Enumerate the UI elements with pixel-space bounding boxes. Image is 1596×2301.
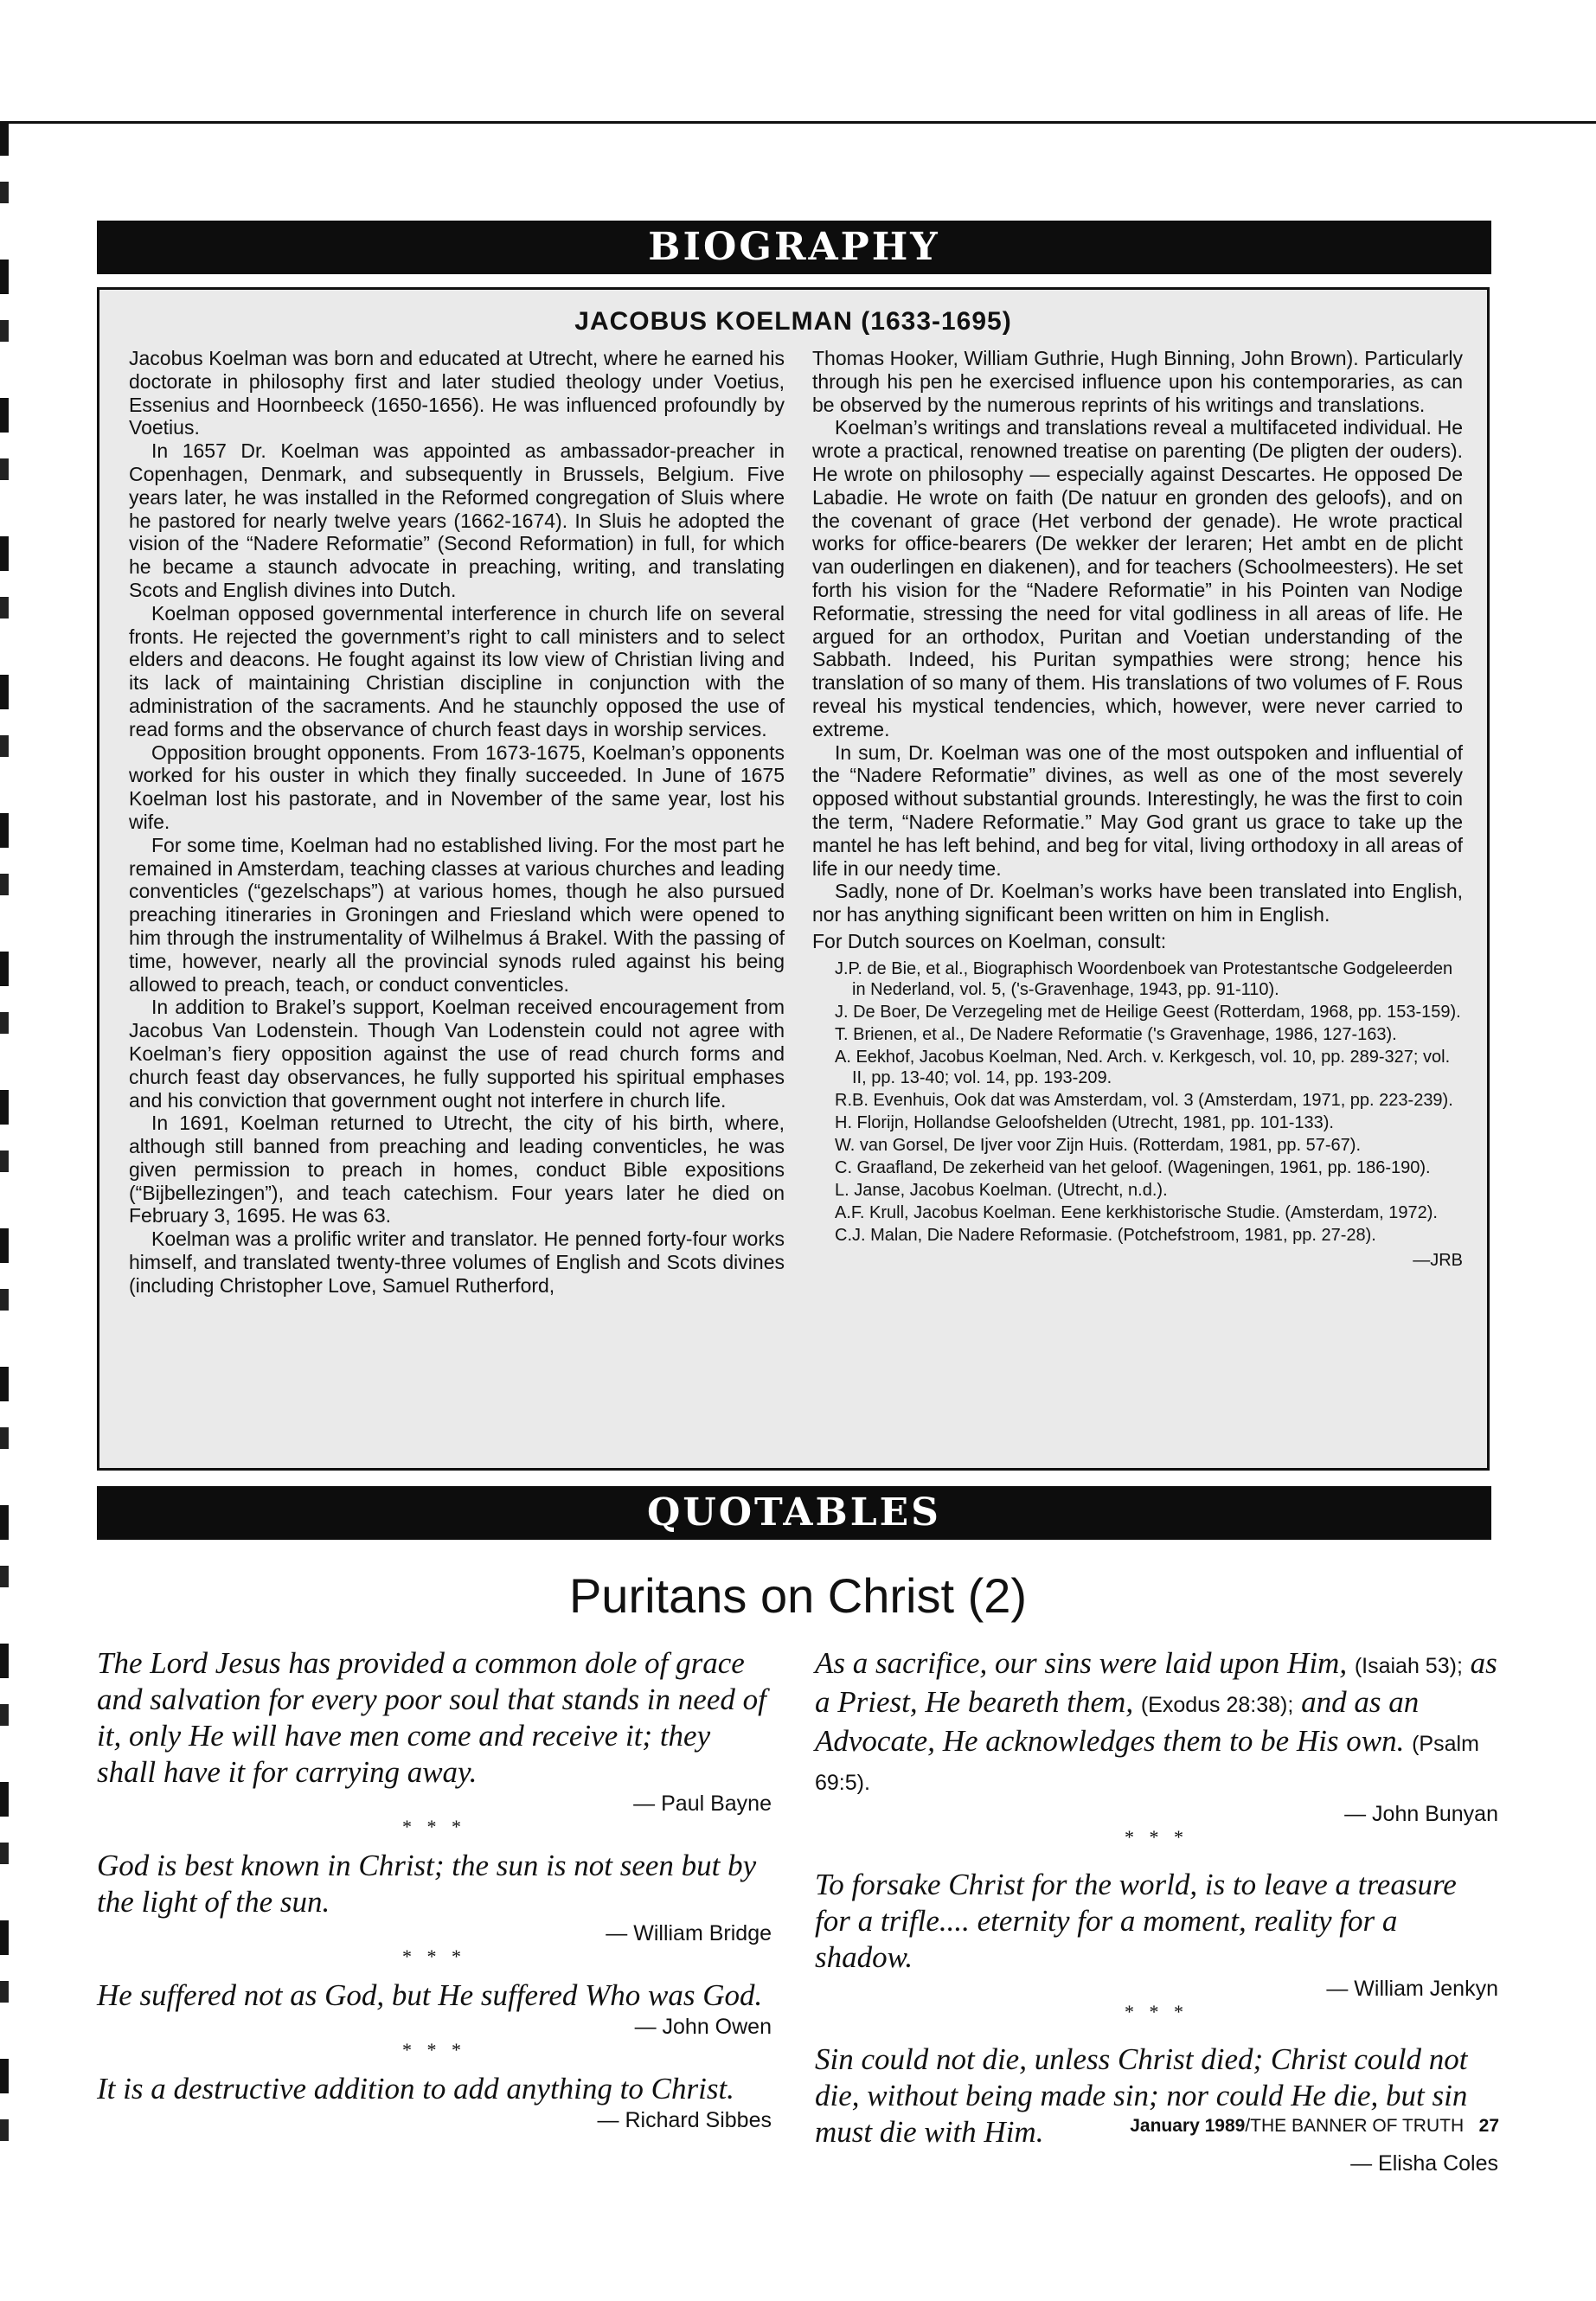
sources-intro: For Dutch sources on Koelman, consult: xyxy=(812,929,1167,952)
biography-banner: BIOGRAPHY xyxy=(97,221,1491,274)
bio-paragraph: In 1691, Koelman returned to Utrecht, the city of his birth, where, although still banned from preaching and leading conventicles, he was given permission to preach in homes, conduct Bible expositions (“Bijbellezingen”), and teach catechism. Four years later he died on February 3, 1695. He was 63. xyxy=(129,1112,785,1227)
source-item: A.F. Krull, Jacobus Koelman. Eene kerkhistorische Studie. (Amsterdam, 1972). xyxy=(835,1202,1438,1222)
source-item: C. Graafland, De zekerheid van het geloof. (Wageningen, 1961, pp. 186-190). xyxy=(835,1157,1431,1177)
bio-paragraph: Opposition brought opponents. From 1673-1675, Koelman’s opponents worked for his ouster in which they finally succeeded. In June of 1675 Koelman lost his pastorate, and in November of the same year, lost his wife. xyxy=(129,740,785,833)
bio-paragraph: Koelman was a prolific writer and translator. He penned forty-four works himself, and translated twenty-three volumes of English and Scots divines (including Christopher Love, Samuel Rutherford, xyxy=(129,1227,785,1297)
source-item: J.P. de Bie, et al., Biographisch Woordenboek van Protestantsche Godgeleerden in Nederland, vol. 5, ('s-Gravenhage, 1943, pp. 91-110). xyxy=(835,958,1453,999)
bio-right-column xyxy=(812,347,1463,1272)
quote-text: Sin could not die, unless Christ died; Christ could not die, without being made sin; nor could He die, but sin must die with Him. xyxy=(815,2042,1468,2149)
source-item: T. Brienen, et al., De Nadere Reformatie ('s Gravenhage, 1986, 127-163). xyxy=(835,1024,1397,1044)
bio-paragraph: For some time, Koelman had no established living. For the most part he remained in Amsterdam, teaching classes at various churches and leading conventicles (“gezelschaps”) at various homes, though he also pursued preaching itineraries in Groningen and Friesland which were opened to him through the instrumentality of Wilhelmus á Brakel. With the passing of time, however, nearly all the provincial synods ruled against his being allowed to preach, teach, or conduct conventicles. xyxy=(129,833,785,996)
quotables-title: Puritans on Christ (2) xyxy=(568,1568,1028,1623)
bio-paragraph: In addition to Brakel’s support, Koelman received encouragement from Jacobus Van Lodenstein. Though Van Lodenstein could not agree with Koelman’s fiery opposition against the use of read church forms and church feast day observances, he fully supported his spiritual emphases and his conviction that government ought not interfere in church life. xyxy=(129,996,785,1112)
quote-part: as a Priest, He beareth them, xyxy=(815,1646,1497,1719)
quote-separator: * * * xyxy=(402,2039,466,2061)
quote-separator: * * * xyxy=(402,1945,466,1967)
author-signature: —JRB xyxy=(1413,1250,1463,1270)
page-footer xyxy=(1130,2116,1499,2137)
quotes-right-column xyxy=(815,1645,1498,2176)
bio-paragraph: Thomas Hooker, William Guthrie, Hugh Binning, John Brown). Particularly through his pen he exercised influence upon his contemporaries, as can be observed by the numerous reprints of his writings and translations. xyxy=(812,347,1463,416)
quote-author: — Richard Sibbes xyxy=(597,2108,772,2132)
quote-author: — Paul Bayne xyxy=(633,1791,772,1816)
quote-text: To forsake Christ for the world, is to leave a treasure for a trifle.... eternity for a moment, reality for a shadow. xyxy=(815,1868,1457,1974)
source-item: L. Janse, Jacobus Koelman. (Utrecht, n.d.). xyxy=(835,1180,1168,1200)
quote-separator: * * * xyxy=(402,1816,466,1837)
quote-separator: * * * xyxy=(1125,1826,1189,1848)
quote-author: — Elisha Coles xyxy=(1350,2151,1498,2176)
quotes-left-column xyxy=(97,1645,772,2133)
bio-title: JACOBUS KOELMAN (1633-1695) xyxy=(574,307,1012,336)
quote-author: — William Jenkyn xyxy=(1326,1977,1498,2001)
scripture-reference: (Exodus 28:38); xyxy=(1140,1693,1294,1717)
bio-paragraph: Koelman opposed governmental interference in church life on several fronts. He rejected the government’s right to call ministers and to select elders and deacons. He fought against its low view of Christian living and its lack of maintaining Christian discipline in conjunction with the administration of the sacraments. And he staunchly opposed the use of read forms and the observance of church feast days in worship services. xyxy=(129,601,785,740)
quote-author: — John Owen xyxy=(634,2015,772,2039)
quote-part: and as an Advocate, He acknowledges them to be His own. xyxy=(815,1685,1420,1758)
quote-part: As a sacrifice, our sins were laid upon Him, xyxy=(815,1646,1348,1680)
quote-text: The Lord Jesus has provided a common dole of grace and salvation for every poor soul that stands in need of it, only He will have men come and receive it; they shall have it for carrying away. xyxy=(97,1646,766,1789)
bio-paragraph: Sadly, none of Dr. Koelman’s works have been translated into English, nor has anything significant been written on him in English. xyxy=(812,880,1463,926)
page-top-rule xyxy=(0,121,1596,124)
quotables-banner: QUOTABLES xyxy=(97,1486,1491,1540)
bio-paragraph: Koelman’s writings and translations reveal a multifaceted individual. He wrote a practical, renowned treatise on parenting (De pligten der ouders). He wrote on philosophy — especially against Descartes. He opposed De Labadie. He wrote on faith (De natuur en gronden des geloofs), and on the covenant of grace (Het verbond der genade). He wrote practical works for office-bearers (De wekker der leraren; Het ambt en de plicht van ouderlingen en diakenen), and for teachers (Schoolmeesters). He set forth his vision for the “Nadere Reformatie” in his Pointen van Nodige Reformatie, stressing the need for vital godliness in all areas of life. He argued for an orthodox, Puritan and Voetian understanding of the Sabbath. Indeed, his Puritan sympathies were strong; hence his translation of so many of them. His translations of two volumes of F. Rous reveal his mystical tendencies, which, however, were never carried to extreme. xyxy=(812,416,1463,740)
source-item: R.B. Evenhuis, Ook dat was Amsterdam, vol. 3 (Amsterdam, 1971, pp. 223-239). xyxy=(835,1090,1453,1110)
page-number: 27 xyxy=(1478,2116,1499,2136)
quote-text: He suffered not as God, but He suffered Who was God. xyxy=(97,1978,763,2012)
quote-author: — William Bridge xyxy=(606,1921,772,1945)
biography-box xyxy=(97,287,1490,1471)
footer-date: January 1989 xyxy=(1130,2116,1246,2136)
source-item: J. De Boer, De Verzegeling met de Heilige Geest (Rotterdam, 1968, pp. 153-159). xyxy=(835,1002,1461,1022)
source-item: C.J. Malan, Die Nadere Reformasie. (Potchefstroom, 1981, pp. 27-28). xyxy=(835,1225,1376,1245)
page-left-edge xyxy=(0,121,9,2180)
bio-paragraph: In sum, Dr. Koelman was one of the most outspoken and influential of the “Nadere Reformatie” divines, as well as one of the most severely opposed without substantial grounds. Interestingly, he was the first to coin the term, “Nadere Reformatie.” May God grant us grace to take up the mantel he has left behind, and beg for vital, living orthodoxy in all areas of life in our needy time. xyxy=(812,740,1463,880)
footer-publication: /THE BANNER OF TRUTH xyxy=(1245,2116,1465,2136)
scripture-reference: (Psalm 69:5). xyxy=(815,1732,1479,1795)
quote-text xyxy=(815,1645,1498,1801)
quote-text: God is best known in Christ; the sun is not seen but by the light of the sun. xyxy=(97,1849,757,1919)
quote-text: It is a destructive addition to add anything to Christ. xyxy=(97,2072,734,2106)
bio-paragraph: Jacobus Koelman was born and educated at Utrecht, where he earned his doctorate in philosophy first and later studied theology under Voetius, Essenius and Hoornbeeck (1650-1656). He was influenced profoundly by Voetius. xyxy=(129,347,785,439)
source-item: H. Florijn, Hollandse Geloofshelden (Utrecht, 1981, pp. 101-133). xyxy=(835,1112,1334,1132)
source-item: A. Eekhof, Jacobus Koelman, Ned. Arch. v. Kerkgesch, vol. 10, pp. 289-327; vol. II, pp. 13-40; vol. 14, pp. 193-209. xyxy=(835,1047,1451,1087)
scripture-reference: (Isaiah 53); xyxy=(1354,1654,1463,1678)
quote-separator: * * * xyxy=(1125,2001,1189,2022)
quote-author: — John Bunyan xyxy=(1344,1802,1498,1826)
bio-left-column xyxy=(129,347,785,1298)
sources-list xyxy=(812,958,1463,1246)
bio-paragraph: In 1657 Dr. Koelman was appointed as ambassador-preacher in Copenhagen, Denmark, and subsequently in Brussels, Belgium. Five years later, he was installed in the Reformed congregation of Sluis where he pastored for nearly twelve years (1662-1674). In Sluis he adopted the vision of the “Nadere Reformatie” (Second Reformation) in full, for which he became a staunch advocate in preaching, writing, and translating Scots and English divines into Dutch. xyxy=(129,439,785,601)
source-item: W. van Gorsel, De Ijver voor Zijn Huis. (Rotterdam, 1981, pp. 57-67). xyxy=(835,1135,1362,1155)
